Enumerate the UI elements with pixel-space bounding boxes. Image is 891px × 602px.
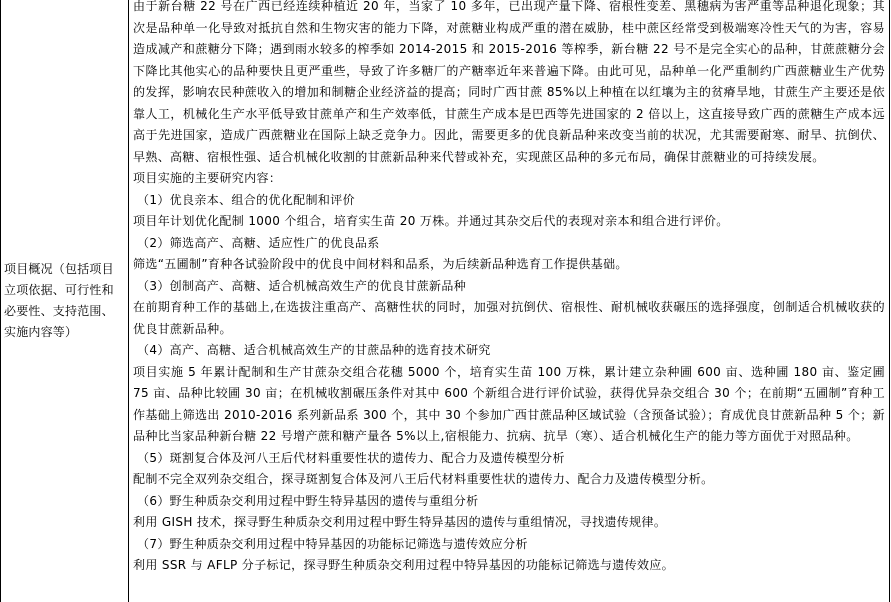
paragraph: 筛选“五圃制”育种各试验阶段中的优良中间材料和品系，为后续新品种选育工作提供基础。	[133, 257, 628, 271]
paragraph: 由于新台糖 22 号在广西已经连续种植近 20 年，当家了 10 多年，已出现产量下降、宿根性变差、黑穗病为害严重等品种退化现象；其次是品种单一化导致对抵抗自然和生物灾害的能力下降，对蔗糖业构成严重的潜在威胁，桂中蔗区经常受到极端寒冷性天气的为害，容易造成减产和蔗糖分下降；遇到雨水较多的榨季如 2014-2015 和 2015-2016 等榨季，新台糖 22 号不是完全实心的品种，甘蔗蔗糖分会下降比其他实心的品种要快且更严重些，导致了许多糖厂的产糖率近年来普遍下降。由此可见，品种单一化严重制约广西蔗糖业生产优势的发挥，影响农民种蔗收入的增加和制糖企业经济益的提高；同时广西甘蔗 85%以上种植在以红壤为主的贫瘠旱地，甘蔗生产主要还是依靠人工，机械化生产水平低导致甘蔗单产和生产效率低，甘蔗生产成本是巴西等先进国家的 2 倍以上，这直接导致广西的蔗糖生产成本远高于先进国家，造成广西蔗糖业在国际上缺乏竞争力。因此，需要更多的优良新品种来改变当前的状况，尤其需要耐寒、耐旱、抗倒伏、早熟、高糖、宿根性强、适合机械化收割的甘蔗新品种来代替或补充，实现蔗区品种的多元布局，确保甘蔗糖业的可持续发展。	[133, 0, 885, 164]
row-label: 项目概况（包括项目立项依据、可行性和必要性、支持范围、实施内容等）	[4, 262, 114, 339]
section-heading: （5）斑割复合体及河八王后代材料重要性状的遗传力、配合力及遗传模型分析	[137, 450, 565, 465]
section-heading: （2）筛选高产、高糖、适应性广的优良品系	[137, 235, 380, 250]
paragraph: 利用 SSR 与 AFLP 分子标记，探寻野生种质杂交利用过程中特异基因的功能标记筛选与遗传效应。	[133, 558, 675, 572]
section-heading: （4）高产、高糖、适合机械高效生产的甘蔗品种的选育技术研究	[137, 343, 491, 357]
paragraph: 在前期育种工作的基础上,在选拔注重高产、高糖性状的同时，加强对抗倒伏、宿根性、耐机械收获碾压的选择强度，创制适合机械收获的优良甘蔗新品种。	[133, 300, 885, 336]
paragraph: 项目实施的主要研究内容：	[133, 171, 282, 185]
label-cell	[1, 0, 129, 602]
paragraph: 配制不完全双列杂交组合，探寻斑割复合体及河八王后代材料重要性状的遗传力、配合力及遗传模型分析。	[133, 472, 714, 486]
content-cell	[129, 0, 889, 602]
section-heading: （1）优良亲本、组合的优化配制和评价	[137, 192, 355, 207]
section-heading: （3）创制高产、高糖、适合机械高效生产的优良甘蔗新品种	[137, 278, 467, 293]
section-heading: （7）野生种质杂交利用过程中特异基因的功能标记筛选与遗传效应分析	[137, 536, 528, 551]
section-heading: （6）野生种质杂交利用过程中野生特异基因的遗传与重组分析	[137, 493, 479, 508]
paragraph: 项目实施 5 年累计配制和生产甘蔗杂交组合花穗 5000 个，培育实生苗 100 万株，累计建立杂种圃 600 亩、选种圃 180 亩、鉴定圃 75 亩、品种比较圃 30 亩；在机械收割碾压条件对其中 600 个新组合进行评价试验，获得优异杂交组合 30 个；在前期“五圃制”育种工作基础上筛选出 2010-2016 系列新品系 300 个，其中 30 个参加广西甘蔗品种区域试验（含预备试验）；育成优良甘蔗新品种 5 个；新品种比当家品种新台糖 22 号增产蔗和糖产量各 5%以上,宿根能力、抗病、抗旱（寒）、适合机械化生产的能力等方面优于对照品种。	[133, 364, 885, 443]
paragraph: 利用 GISH 技术，探寻野生种质杂交利用过程中野生特异基因的遗传与重组情况，寻找遗传规律。	[133, 515, 667, 529]
paragraph: 项目年计划优化配制 1000 个组合，培育实生苗 20 万株。并通过其杂交后代的表现对亲本和组合进行评价。	[133, 214, 729, 228]
